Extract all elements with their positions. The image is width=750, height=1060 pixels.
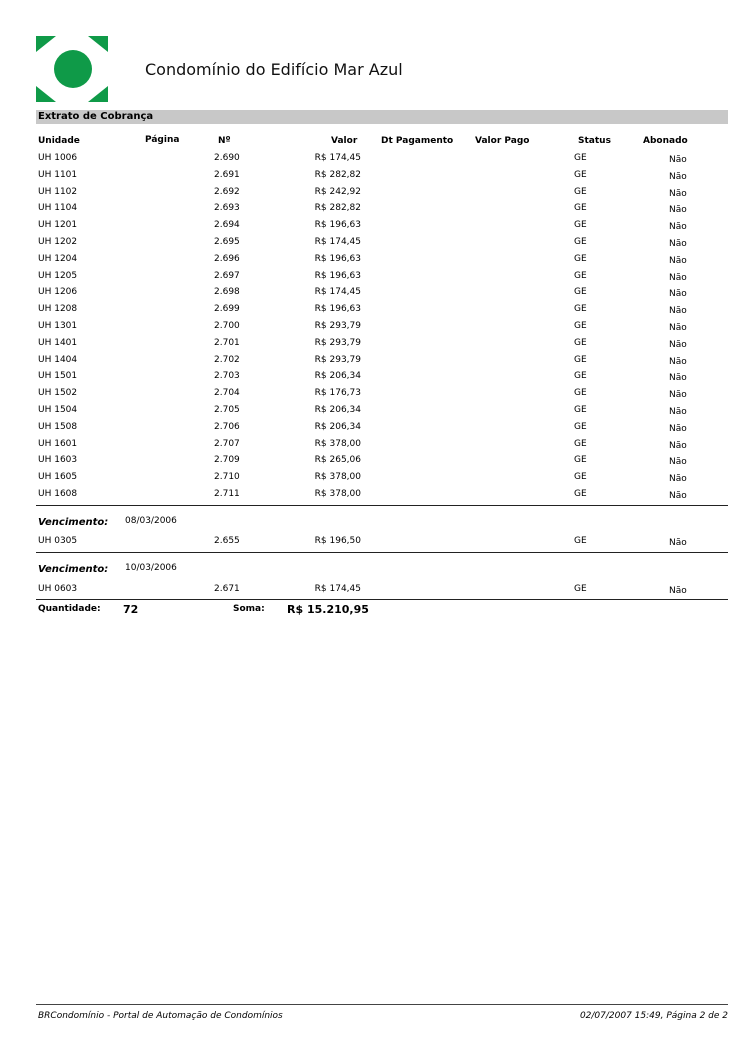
valor-cell: R$ 174,45 xyxy=(314,584,361,594)
table-row xyxy=(0,287,750,304)
numero-cell: 2.692 xyxy=(214,186,240,197)
valor-cell: R$ 174,45 xyxy=(314,153,361,163)
abonado-cell: Não xyxy=(669,222,687,233)
quantidade-label: Quantidade: xyxy=(38,604,101,614)
unidade-cell: UH 1501 xyxy=(38,371,78,382)
status-cell: GE xyxy=(574,536,587,546)
numero-cell: 2.711 xyxy=(214,489,240,499)
unidade-cell: UH 1502 xyxy=(38,388,78,399)
numero-cell: 2.704 xyxy=(214,388,240,399)
section-header-bar xyxy=(36,110,728,124)
table-row xyxy=(0,439,750,456)
abonado-cell: Não xyxy=(669,339,687,350)
table-row xyxy=(0,187,750,204)
abonado-cell: Não xyxy=(669,474,687,485)
numero-cell: 2.707 xyxy=(214,438,240,449)
status-cell: GE xyxy=(574,253,587,264)
unidade-cell: UH 1603 xyxy=(38,455,78,466)
column-header-status: Status xyxy=(578,136,611,146)
valor-cell: R$ 206,34 xyxy=(314,421,361,432)
group-divider xyxy=(36,552,728,553)
column-header-numero: Nº xyxy=(218,136,231,146)
soma-label: Soma: xyxy=(233,604,265,614)
status-cell: GE xyxy=(574,405,587,415)
abonado-cell: Não xyxy=(669,373,687,384)
status-cell: GE xyxy=(574,438,587,449)
valor-cell: R$ 196,63 xyxy=(314,304,361,315)
status-cell: GE xyxy=(574,186,587,197)
table-row xyxy=(0,536,750,553)
numero-cell: 2.709 xyxy=(214,455,240,466)
column-header-dt-pagamento: Dt Pagamento xyxy=(381,136,454,146)
valor-cell: R$ 378,00 xyxy=(314,438,361,449)
valor-cell: R$ 293,79 xyxy=(314,321,361,331)
abonado-cell: Não xyxy=(669,323,687,333)
abonado-cell: Não xyxy=(669,407,687,417)
abonado-cell: Não xyxy=(669,440,687,451)
numero-cell: 2.706 xyxy=(214,421,240,432)
footer-divider xyxy=(36,1004,728,1005)
valor-cell: R$ 378,00 xyxy=(314,472,361,483)
unidade-cell: UH 1208 xyxy=(38,304,78,315)
unidade-cell: UH 1202 xyxy=(38,237,78,247)
valor-cell: R$ 196,63 xyxy=(314,220,361,231)
valor-cell: R$ 206,34 xyxy=(314,371,361,382)
numero-cell: 2.705 xyxy=(214,405,240,415)
table-row xyxy=(0,237,750,254)
status-cell: GE xyxy=(574,237,587,247)
abonado-cell: Não xyxy=(669,239,687,249)
table-row xyxy=(0,388,750,405)
abonado-cell: Não xyxy=(669,188,687,199)
status-cell: GE xyxy=(574,220,587,231)
table-row xyxy=(0,321,750,338)
unidade-cell: UH 1104 xyxy=(38,203,78,214)
numero-cell: 2.702 xyxy=(214,354,240,365)
status-cell: GE xyxy=(574,371,587,382)
table-row xyxy=(0,153,750,170)
unidade-cell: UH 1301 xyxy=(38,321,78,331)
unidade-cell: UH 1102 xyxy=(38,186,78,197)
abonado-cell: Não xyxy=(669,306,687,317)
unidade-cell: UH 1006 xyxy=(38,153,78,163)
valor-cell: R$ 174,45 xyxy=(314,287,361,298)
footer-page-info: 02/07/2007 15:49, Página 2 de 2 xyxy=(579,1011,728,1021)
table-row xyxy=(0,170,750,187)
status-cell: GE xyxy=(574,455,587,466)
table-row xyxy=(0,254,750,271)
vencimento-label: Vencimento: xyxy=(38,517,109,528)
status-cell: GE xyxy=(574,354,587,365)
numero-cell: 2.696 xyxy=(214,253,240,264)
status-cell: GE xyxy=(574,169,587,180)
vencimento-label: Vencimento: xyxy=(38,564,109,575)
valor-cell: R$ 174,45 xyxy=(314,237,361,247)
abonado-cell: Não xyxy=(669,171,687,182)
vencimento-date: 10/03/2006 xyxy=(125,563,177,573)
numero-cell: 2.690 xyxy=(214,153,240,163)
numero-cell: 2.699 xyxy=(214,304,240,315)
column-header-pagina: Página xyxy=(145,135,180,145)
status-cell: GE xyxy=(574,421,587,432)
column-header-valor-pago: Valor Pago xyxy=(475,136,530,146)
status-cell: GE xyxy=(574,321,587,331)
numero-cell: 2.691 xyxy=(214,169,240,180)
section-title: Extrato de Cobrança xyxy=(38,111,154,122)
numero-cell: 2.697 xyxy=(214,270,240,281)
unidade-cell: UH 1101 xyxy=(38,169,78,180)
numero-cell: 2.671 xyxy=(214,584,240,594)
unidade-cell: UH 0305 xyxy=(38,536,78,546)
numero-cell: 2.694 xyxy=(214,220,240,231)
abonado-cell: Não xyxy=(669,538,687,548)
abonado-cell: Não xyxy=(669,491,687,501)
status-cell: GE xyxy=(574,270,587,281)
numero-cell: 2.655 xyxy=(214,536,240,546)
column-header-unidade: Unidade xyxy=(38,136,80,146)
status-cell: GE xyxy=(574,472,587,483)
unidade-cell: UH 1504 xyxy=(38,405,78,415)
numero-cell: 2.693 xyxy=(214,203,240,214)
abonado-cell: Não xyxy=(669,356,687,367)
unidade-cell: UH 1204 xyxy=(38,253,78,264)
valor-cell: R$ 242,92 xyxy=(314,186,361,197)
numero-cell: 2.701 xyxy=(214,337,240,348)
unidade-cell: UH 1608 xyxy=(38,489,78,499)
condominio-logo xyxy=(36,36,108,102)
abonado-cell: Não xyxy=(669,586,687,596)
valor-cell: R$ 196,63 xyxy=(314,270,361,281)
abonado-cell: Não xyxy=(669,255,687,266)
abonado-cell: Não xyxy=(669,423,687,434)
unidade-cell: UH 1201 xyxy=(38,220,78,231)
page-title: Condomínio do Edifício Mar Azul xyxy=(145,60,403,79)
valor-cell: R$ 282,82 xyxy=(314,169,361,180)
vencimento-date: 08/03/2006 xyxy=(125,516,177,526)
abonado-cell: Não xyxy=(669,457,687,468)
unidade-cell: UH 1601 xyxy=(38,438,78,449)
table-row xyxy=(0,220,750,237)
abonado-cell: Não xyxy=(669,272,687,283)
valor-cell: R$ 196,50 xyxy=(314,536,361,546)
status-cell: GE xyxy=(574,489,587,499)
valor-cell: R$ 293,79 xyxy=(314,337,361,348)
unidade-cell: UH 1205 xyxy=(38,270,78,281)
numero-cell: 2.695 xyxy=(214,237,240,247)
group-divider xyxy=(36,505,728,506)
status-cell: GE xyxy=(574,388,587,399)
numero-cell: 2.703 xyxy=(214,371,240,382)
valor-cell: R$ 265,06 xyxy=(314,455,361,466)
unidade-cell: UH 1605 xyxy=(38,472,78,483)
table-row xyxy=(0,338,750,355)
table-row xyxy=(0,355,750,372)
status-cell: GE xyxy=(574,287,587,298)
status-cell: GE xyxy=(574,304,587,315)
valor-cell: R$ 282,82 xyxy=(314,203,361,214)
table-row xyxy=(0,405,750,422)
unidade-cell: UH 1508 xyxy=(38,421,78,432)
table-row xyxy=(0,271,750,288)
abonado-cell: Não xyxy=(669,155,687,165)
table-row xyxy=(0,455,750,472)
status-cell: GE xyxy=(574,153,587,163)
footer-portal-name: BRCondomínio - Portal de Automação de Condomínios xyxy=(38,1011,283,1021)
table-row xyxy=(0,371,750,388)
table-row xyxy=(0,203,750,220)
table-row xyxy=(0,422,750,439)
column-header-valor: Valor xyxy=(331,136,358,146)
valor-cell: R$ 206,34 xyxy=(314,405,361,415)
column-header-abonado: Abonado xyxy=(643,136,688,146)
totals-divider xyxy=(36,599,728,600)
valor-cell: R$ 293,79 xyxy=(314,354,361,365)
soma-value: R$ 15.210,95 xyxy=(287,603,369,616)
table-row xyxy=(0,304,750,321)
status-cell: GE xyxy=(574,584,587,594)
valor-cell: R$ 196,63 xyxy=(314,253,361,264)
unidade-cell: UH 0603 xyxy=(38,584,78,594)
unidade-cell: UH 1404 xyxy=(38,354,78,365)
valor-cell: R$ 378,00 xyxy=(314,489,361,499)
numero-cell: 2.698 xyxy=(214,287,240,298)
numero-cell: 2.700 xyxy=(214,321,240,331)
status-cell: GE xyxy=(574,337,587,348)
numero-cell: 2.710 xyxy=(214,472,240,483)
table-row xyxy=(0,472,750,489)
unidade-cell: UH 1206 xyxy=(38,287,78,298)
abonado-cell: Não xyxy=(669,289,687,300)
abonado-cell: Não xyxy=(669,205,687,216)
table-row xyxy=(0,489,750,506)
status-cell: GE xyxy=(574,203,587,214)
quantidade-value: 72 xyxy=(123,603,139,616)
abonado-cell: Não xyxy=(669,390,687,401)
valor-cell: R$ 176,73 xyxy=(314,388,361,399)
unidade-cell: UH 1401 xyxy=(38,337,78,348)
